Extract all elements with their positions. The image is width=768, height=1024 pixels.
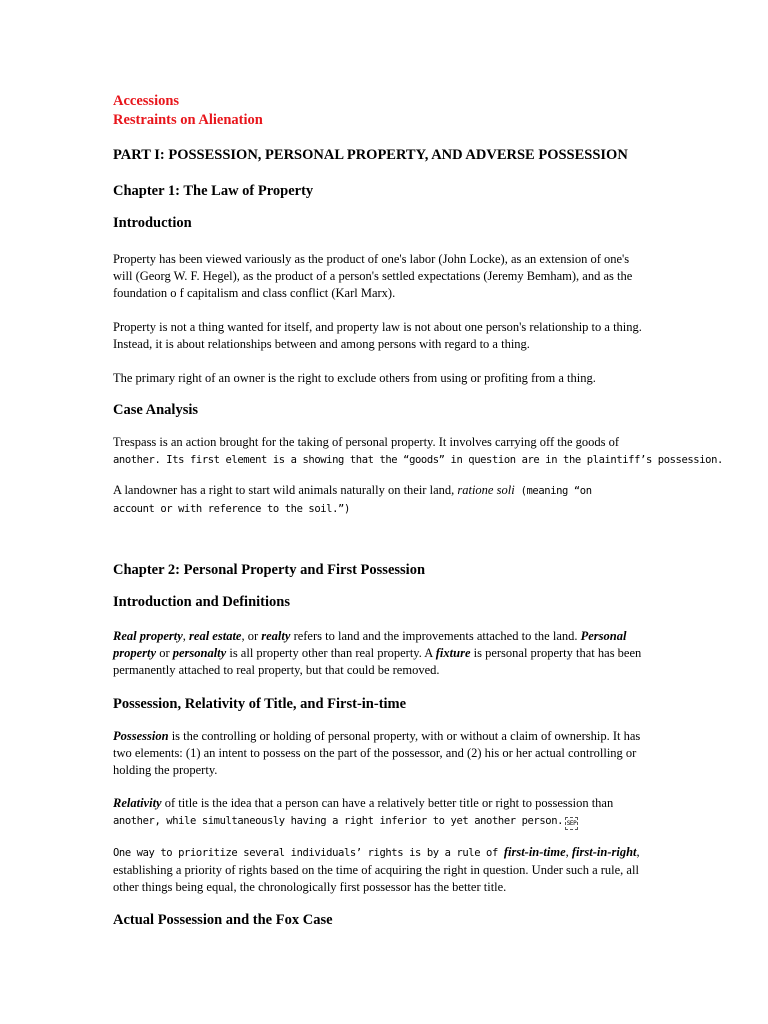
fox-case-heading: Actual Possession and the Fox Case	[113, 912, 333, 928]
paragraph-right-to-exclude: The primary right of an owner is the right to exclude others from using or profiting from a thing.	[113, 371, 596, 385]
relativity-line-2: another, while simultaneously having a right inferior to yet another person.	[113, 815, 564, 827]
separator-glyph-box: SEP	[565, 817, 578, 830]
part-title: PART I: POSSESSION, PERSONAL PROPERTY, AND ADVERSE POSSESSION	[113, 147, 628, 163]
definitions-text: refers to land and the improvements attached to the land.	[290, 629, 581, 643]
term-first-in-right: first-in-right	[571, 845, 637, 859]
term-personal-property: Personal property	[113, 629, 627, 660]
link-accessions[interactable]: Accessions	[113, 93, 180, 109]
introduction-definitions-heading: Introduction and Definitions	[113, 594, 290, 610]
possession-text: is the controlling or holding of personal property, with or without a claim of ownership. It has two elements: (1) an intent to possess on the part of the possessor, and (2) his or her actual controlling or holding the property.	[113, 729, 641, 777]
definitions-text: ,	[182, 629, 190, 643]
first-in-time-text: ,	[565, 845, 572, 859]
term-realty: realty	[261, 629, 291, 643]
paragraph-trespass	[113, 434, 723, 469]
ratione-soli-line-2: account or with reference to the soil.”)	[113, 503, 350, 515]
relativity-text: of title is the idea that a person can have a relatively better title or right to possession than	[161, 796, 614, 810]
first-in-time-text-a: One way to prioritize several individuals’ rights is by a rule of	[113, 847, 504, 859]
term-first-in-time: first-in-time	[503, 845, 566, 859]
ratione-soli-text-a: A landowner has a right to start wild animals naturally on their land,	[113, 483, 458, 497]
paragraph-possession	[113, 728, 653, 779]
term-possession: Possession	[113, 729, 169, 743]
paragraph-definitions	[113, 628, 658, 679]
paragraph-property-views: Property has been viewed variously as the product of one's labor (John Locke), as an extension of one's will (Georg W. F. Hegel), as the product of a person's settled expectations (Jeremy Bemham), and as the foundation o f capitalism and class conflict (Karl Marx).	[113, 252, 633, 300]
term-relativity: Relativity	[113, 796, 162, 810]
trespass-line-1: Trespass is an action brought for the taking of personal property. It involves carrying off the goods of	[113, 435, 620, 449]
ratione-soli-term: ratione soli	[457, 483, 515, 497]
introduction-heading: Introduction	[113, 215, 192, 231]
paragraph-property-relationships: Property is not a thing wanted for itself, and property law is not about one person's relationship to a thing. Instead, it is about relationships between and among persons with regard to a thing.	[113, 320, 642, 351]
first-in-time-text-b: , establishing a priority of rights based on the time of acquiring the right in question. Under such a rule, all other things being equal, the chronologically first possessor has the better title.	[113, 845, 640, 894]
case-analysis-heading: Case Analysis	[113, 402, 199, 418]
paragraph-ratione-soli	[113, 482, 673, 518]
chapter-2-title: Chapter 2: Personal Property and First Possession	[113, 562, 426, 578]
term-real-estate: real estate	[189, 629, 242, 643]
definitions-text: is all property other than real property. A	[226, 646, 436, 660]
ratione-soli-text-b: (meaning “on	[514, 485, 592, 497]
term-fixture: fixture	[435, 646, 471, 660]
possession-heading: Possession, Relativity of Title, and First-in-time	[113, 696, 407, 712]
term-personalty: personalty	[172, 646, 227, 660]
definitions-text: , or	[241, 629, 262, 643]
trespass-line-2: another. Its first element is a showing that the “goods” in question are in the plaintiff’s possession.	[113, 454, 723, 466]
chapter-1-title: Chapter 1: The Law of Property	[113, 183, 314, 199]
term-real-property: Real property	[113, 629, 183, 643]
paragraph-first-in-time	[113, 844, 658, 896]
definitions-text: or	[156, 646, 173, 660]
definitions-text: is personal property that has been permanently attached to real property, but that could be removed.	[113, 646, 642, 677]
paragraph-relativity	[113, 795, 673, 830]
link-restraints-on-alienation[interactable]: Restraints on Alienation	[113, 112, 263, 128]
